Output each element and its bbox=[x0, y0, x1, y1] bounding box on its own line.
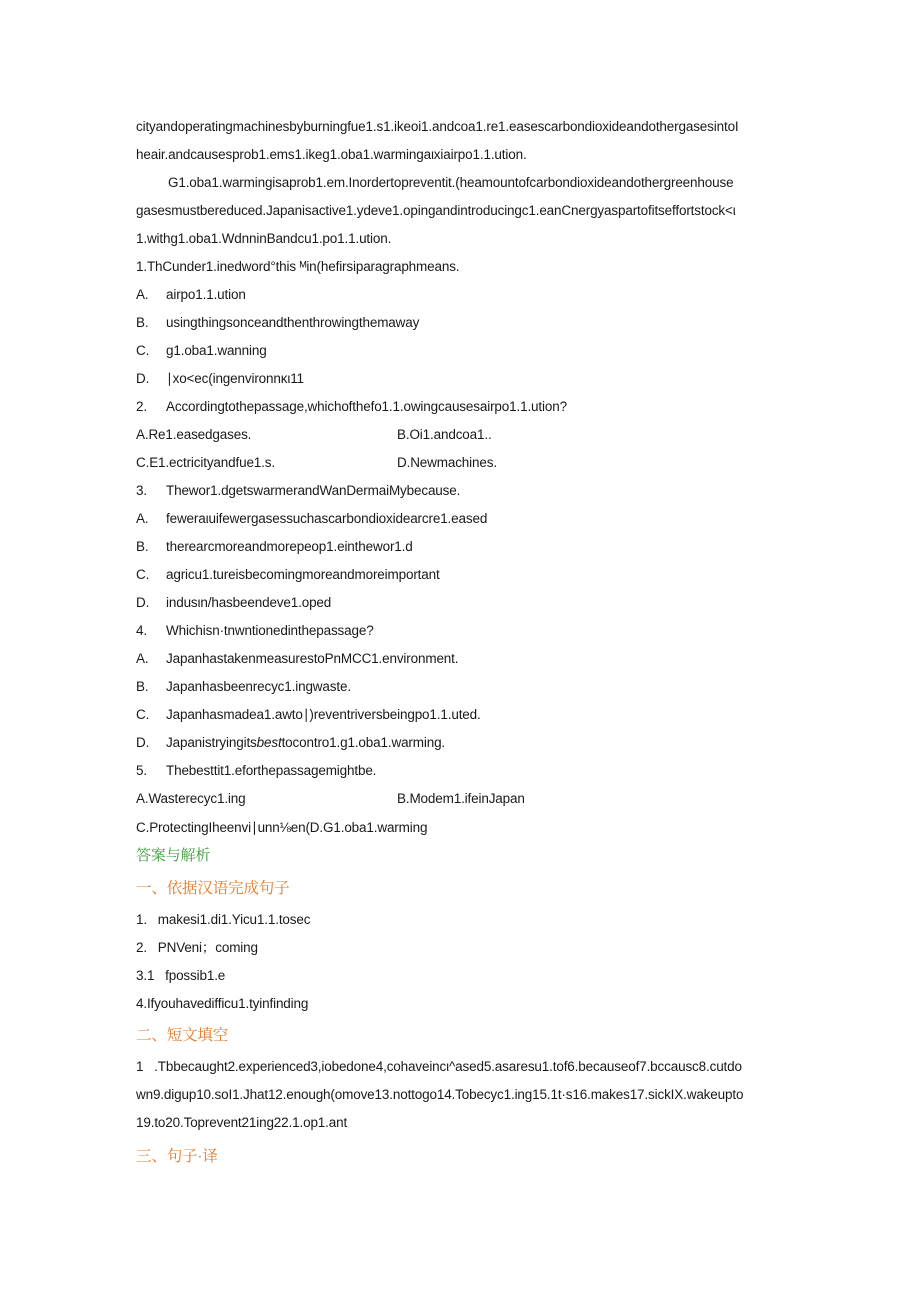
section-1-item: 2. PNVeni；coming bbox=[136, 940, 258, 955]
question-2-option-b: B.Oi1.andcoa1.. bbox=[397, 427, 492, 442]
question-1-option-d bbox=[136, 370, 304, 388]
option-text: ∣xo<ec(ingenvironnκι11 bbox=[166, 371, 304, 386]
question-5-option-a: A.Wasterecyc1.ing bbox=[136, 791, 246, 806]
question-3-option-b bbox=[136, 538, 413, 556]
question-2-option-d: D.Newmachines. bbox=[397, 455, 497, 470]
option-label: D. bbox=[136, 371, 150, 386]
question-number: 3. bbox=[136, 483, 147, 498]
question-5-stem bbox=[136, 762, 376, 780]
section-2-line: 19.to20.Toprevent21ing22.1.op1.ant bbox=[136, 1115, 348, 1130]
section-2-line: 1 .Tbbecaught2.experienced3,iobedone4,cohaveincι^ased5.asaresu1.tof6.becauseof7.bccausc8.cutdo bbox=[136, 1059, 742, 1074]
question-1-option-b bbox=[136, 314, 419, 332]
section-2-line: wn9.digup10.soI1.Jhat12.enough(omove13.nottogo14.Tobecyc1.ing15.1t·s16.makes17.sickIX.wakeupto bbox=[136, 1087, 744, 1102]
option-text-end: tocontro1.g1.oba1.warming. bbox=[281, 735, 446, 750]
passage-line: heair.andcausesprob1.ems1.ikeg1.oba1.warmingaιxiairpo1.1.ution. bbox=[136, 147, 527, 162]
question-2-option-a: A.Re1.easedgases. bbox=[136, 427, 252, 442]
question-text: Whichisn·tnwntionedinthepassage? bbox=[166, 623, 374, 638]
passage-line: gasesmustbereduced.Japanisactive1.ydeve1.opingandintroducingc1.eanCnergyaspartofitseffortstock<ι bbox=[136, 203, 736, 218]
option-text: therearcmoreandmorepeop1.einthewor1.d bbox=[166, 539, 413, 554]
question-1-stem: 1.ThCunder1.inedword°this ᴹin(hefirsiparagraphmeans. bbox=[136, 259, 460, 274]
question-4-option-d bbox=[136, 734, 445, 752]
question-number: 5. bbox=[136, 763, 147, 778]
option-label: C. bbox=[136, 707, 150, 722]
option-text-start: Japanistryingits bbox=[166, 735, 257, 750]
question-5-option-b: B.Modem1.ifeinJapan bbox=[397, 791, 525, 806]
option-label: D. bbox=[136, 595, 150, 610]
passage-line: G1.oba1.warmingisaprob1.em.Inordertopreventit.(heamountofcarbondioxideandothergreenhouse bbox=[168, 175, 734, 190]
question-1-option-a bbox=[136, 286, 246, 304]
option-text: Japanhasbeenrecyc1.ingwaste. bbox=[166, 679, 351, 694]
option-text-emphasis: best bbox=[256, 735, 282, 750]
question-4-option-b bbox=[136, 678, 351, 696]
passage-line: 1.withg1.oba1.WdnninBandcu1.po1.1.ution. bbox=[136, 231, 392, 246]
question-3-option-d bbox=[136, 594, 331, 612]
question-3-option-a bbox=[136, 510, 487, 528]
section-1-item: 1. makesi1.di1.Yicu1.1.tosec bbox=[136, 912, 311, 927]
option-text: g1.oba1.wanning bbox=[166, 343, 267, 358]
option-label: C. bbox=[136, 343, 150, 358]
option-text: Japanhasmadea1.awto∣)reventriversbeingpo1.1.uted. bbox=[166, 707, 481, 722]
question-4-option-a bbox=[136, 650, 458, 668]
answers-heading: 答案与解析 bbox=[136, 847, 211, 864]
option-text: usingthingsonceandthenthrowingthemaway bbox=[166, 315, 420, 330]
section-2-title: 二、短文填空 bbox=[136, 1027, 229, 1044]
question-text: Thebesttit1.eforthepassagemightbe. bbox=[166, 763, 377, 778]
option-text: JapanhastakenmeasurestoPnMCC1.environment. bbox=[166, 651, 459, 666]
question-2-option-c: C.E1.ectricityandfue1.s. bbox=[136, 455, 275, 470]
question-3-stem bbox=[136, 482, 460, 500]
option-label: A. bbox=[136, 651, 149, 666]
question-2-stem bbox=[136, 398, 567, 416]
question-number: 2. bbox=[136, 399, 147, 414]
passage-line: cityandoperatingmachinesbyburningfue1.s1.ikeoi1.andcoa1.re1.easescarbondioxideandothergasesintoI bbox=[136, 119, 739, 134]
question-5-option-c-d: C.ProtectingIheenvi∣unn⅛en(D.G1.oba1.warming bbox=[136, 820, 428, 835]
option-label: B. bbox=[136, 539, 149, 554]
section-1-item: 3.1 fpossib1.e bbox=[136, 968, 226, 983]
question-1-option-c bbox=[136, 342, 267, 360]
question-3-option-c bbox=[136, 566, 440, 584]
section-1-item: 4.Ifyouhavedifficu1.tyinfinding bbox=[136, 996, 309, 1011]
question-text: Thewor1.dgetswarmerandWanDermaiMybecause. bbox=[166, 483, 461, 498]
option-label: B. bbox=[136, 679, 149, 694]
option-label: A. bbox=[136, 511, 149, 526]
option-text: airpo1.1.ution bbox=[166, 287, 246, 302]
question-text: Accordingtothepassage,whichofthefo1.1.owingcausesairpo1.1.ution? bbox=[166, 399, 567, 414]
option-label: B. bbox=[136, 315, 149, 330]
section-1-title: 一、依据汉语完成句子 bbox=[136, 880, 290, 897]
question-number: 4. bbox=[136, 623, 147, 638]
question-4-option-c bbox=[136, 706, 481, 724]
option-label: A. bbox=[136, 287, 149, 302]
option-label: C. bbox=[136, 567, 150, 582]
option-label: D. bbox=[136, 735, 150, 750]
option-text: indusιn/hasbeendeve1.oped bbox=[166, 595, 332, 610]
option-text: feweraιuifewergasessuchascarbondioxidearcre1.eased bbox=[166, 511, 488, 526]
question-4-stem bbox=[136, 622, 374, 640]
section-3-title: 三、句子·译 bbox=[136, 1148, 218, 1165]
option-text: agricu1.tureisbecomingmoreandmoreimportant bbox=[166, 567, 440, 582]
